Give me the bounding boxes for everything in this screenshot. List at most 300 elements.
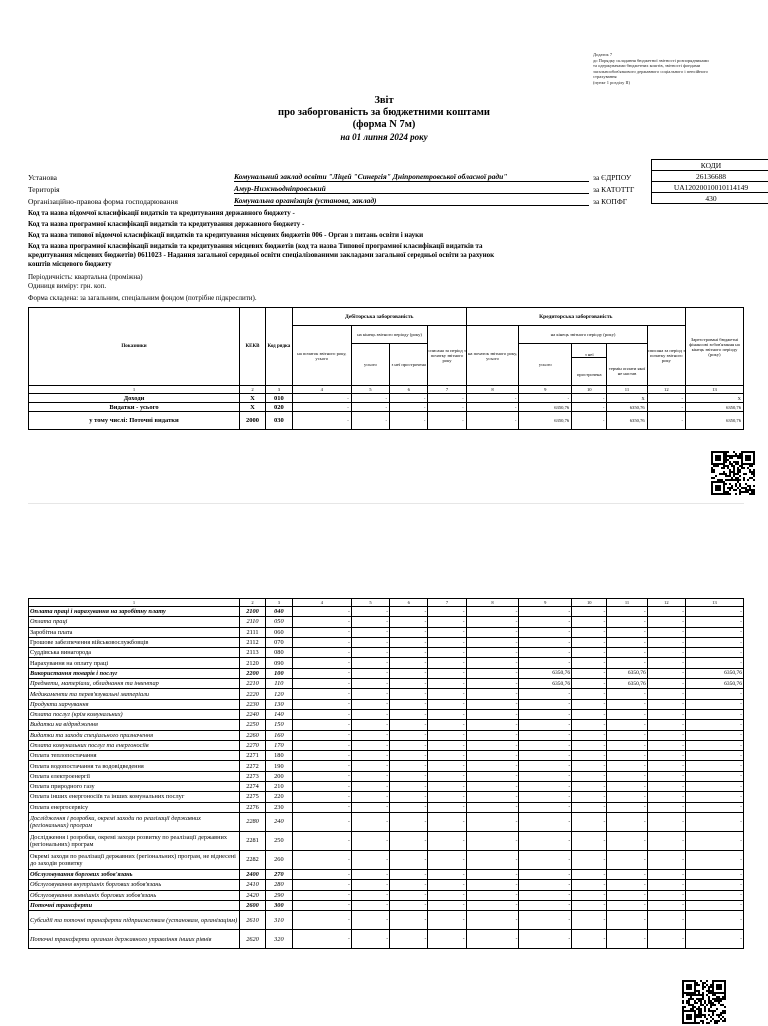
row-value: - xyxy=(466,880,519,890)
unit-of-measure: Одиниця виміру: грн. коп. xyxy=(28,282,106,290)
row-name: Оплата інших енергоносіїв та інших комунальних послуг xyxy=(29,792,240,802)
row-kekv: X xyxy=(240,403,266,412)
row-code: 240 xyxy=(265,812,292,831)
row-value: - xyxy=(351,720,389,730)
row-name: Окремі заходи по реалізації державних (регіональних) програм, не віднесені до заходів розвитку xyxy=(29,850,240,869)
row-code: 200 xyxy=(265,771,292,781)
column-number: 10 xyxy=(572,599,607,607)
row-value: - xyxy=(685,699,743,709)
table-row xyxy=(29,850,744,869)
row-value: - xyxy=(572,617,607,627)
prog-class-state: Код та назва програмної класифікації видатків та кредитування державного бюджету - xyxy=(28,220,304,228)
column-number: 12 xyxy=(647,386,685,394)
column-number: 7 xyxy=(428,386,466,394)
row-value: - xyxy=(390,850,428,869)
row-name: Нарахування на оплату праці xyxy=(29,658,240,668)
table-row xyxy=(29,412,744,430)
row-value: - xyxy=(390,869,428,879)
header-credit-overdue-label: прострочена xyxy=(572,358,606,377)
row-name: Обслуговування внутрішніх боргових зобов'язань xyxy=(29,880,240,890)
table-row xyxy=(29,751,744,761)
row-value: - xyxy=(519,709,572,719)
row-kekv: 2281 xyxy=(240,831,266,850)
row-value: - xyxy=(572,607,607,617)
row-value: - xyxy=(428,412,466,430)
row-value: - xyxy=(466,911,519,930)
row-value: - xyxy=(466,900,519,910)
row-value: - xyxy=(466,751,519,761)
row-value: - xyxy=(572,911,607,930)
row-value: - xyxy=(647,880,685,890)
row-value: 6350,76 xyxy=(685,679,743,689)
row-code: 120 xyxy=(265,689,292,699)
row-value: - xyxy=(351,617,389,627)
row-value: - xyxy=(647,850,685,869)
table-row xyxy=(29,900,744,910)
row-code: 030 xyxy=(265,412,292,430)
row-kekv: 2420 xyxy=(240,890,266,900)
row-kekv: 2210 xyxy=(240,679,266,689)
row-value: - xyxy=(519,699,572,709)
row-value: - xyxy=(292,880,351,890)
row-value: - xyxy=(607,709,647,719)
row-value: - xyxy=(292,607,351,617)
row-value: - xyxy=(572,699,607,709)
row-value: - xyxy=(390,900,428,910)
row-value: 6350,76 xyxy=(685,403,743,412)
row-value: - xyxy=(519,627,572,637)
row-name: Оплата праці xyxy=(29,617,240,627)
row-value: - xyxy=(390,730,428,740)
row-value: - xyxy=(519,812,572,831)
row-value: - xyxy=(519,869,572,879)
row-name: Оплата праці і нарахування на заробітну плату xyxy=(29,607,240,617)
prog-class-local-c: коштів місцевого бюджету xyxy=(28,260,112,268)
row-value: - xyxy=(292,709,351,719)
row-value: - xyxy=(466,771,519,781)
row-value: - xyxy=(685,658,743,668)
table-row xyxy=(29,668,744,678)
row-value: - xyxy=(572,709,607,719)
row-value: - xyxy=(647,792,685,802)
row-value: - xyxy=(685,792,743,802)
row-name: Грошове забезпечення військовослужбовців xyxy=(29,637,240,647)
periodicity: Періодичність: квартальна (проміжна) xyxy=(28,273,143,281)
row-value: - xyxy=(647,699,685,709)
row-value: - xyxy=(572,782,607,792)
row-value: - xyxy=(685,617,743,627)
row-value: - xyxy=(428,637,466,647)
row-value: - xyxy=(351,869,389,879)
row-value: - xyxy=(685,761,743,771)
row-value: - xyxy=(351,627,389,637)
row-code: 190 xyxy=(265,761,292,771)
column-number: 9 xyxy=(519,386,572,394)
row-value: - xyxy=(519,792,572,802)
row-value: - xyxy=(292,812,351,831)
row-value: - xyxy=(519,771,572,781)
row-value: - xyxy=(428,880,466,890)
row-value: - xyxy=(351,792,389,802)
report-form-number: (форма N 7м) xyxy=(0,119,768,130)
row-value: - xyxy=(466,394,519,403)
row-value: - xyxy=(351,761,389,771)
row-value: - xyxy=(607,617,647,627)
row-value: - xyxy=(647,782,685,792)
row-value: - xyxy=(428,930,466,949)
row-value: - xyxy=(466,869,519,879)
table-row xyxy=(29,802,744,812)
row-value: - xyxy=(572,403,607,412)
row-value: - xyxy=(390,831,428,850)
row-kekv: X xyxy=(240,394,266,403)
row-kekv: 2112 xyxy=(240,637,266,647)
row-value: - xyxy=(519,930,572,949)
row-value: - xyxy=(607,900,647,910)
row-value: - xyxy=(607,720,647,730)
row-value: - xyxy=(351,812,389,831)
row-value: - xyxy=(647,771,685,781)
note-line: Додаток 7 xyxy=(593,52,758,58)
label-kopfg: за КОПФГ xyxy=(593,197,627,206)
row-kekv: 2110 xyxy=(240,617,266,627)
dept-class-local: Код та назва типової відомчої класифікації видатків та кредитування місцевих бюджетів 006 - Орган з питань освіти і науки xyxy=(28,231,423,239)
table-row xyxy=(29,831,744,850)
row-name: Суддівська винагорода xyxy=(29,648,240,658)
row-value: - xyxy=(685,771,743,781)
row-value: - xyxy=(351,900,389,910)
row-value: - xyxy=(647,900,685,910)
row-value: - xyxy=(390,782,428,792)
row-value: - xyxy=(428,394,466,403)
row-value: - xyxy=(572,930,607,949)
row-value: - xyxy=(607,751,647,761)
row-code: 160 xyxy=(265,730,292,740)
column-number: 4 xyxy=(292,599,351,607)
row-value: - xyxy=(428,782,466,792)
row-kekv: 2240 xyxy=(240,709,266,719)
row-name: Оплата природного газу xyxy=(29,782,240,792)
row-value: - xyxy=(607,831,647,850)
note-line: страхування xyxy=(593,74,758,80)
row-value: - xyxy=(572,394,607,403)
label-edrpou: за ЄДРПОУ xyxy=(593,173,631,182)
row-value: - xyxy=(572,761,607,771)
value-forma: Комунальна організація (установа, заклад) xyxy=(234,196,589,206)
row-value: - xyxy=(572,831,607,850)
row-kekv: 2600 xyxy=(240,900,266,910)
row-code: 270 xyxy=(265,869,292,879)
header-credit: Кредиторська заборгованість xyxy=(466,308,685,326)
header-debit-total: усього xyxy=(351,344,389,386)
row-value: - xyxy=(292,720,351,730)
row-value: - xyxy=(292,403,351,412)
row-value: - xyxy=(466,761,519,771)
row-code: 070 xyxy=(265,637,292,647)
row-code: 100 xyxy=(265,668,292,678)
row-value: - xyxy=(390,880,428,890)
fund-type: Форма складена: за загальним, спеціальним фондом (потрібне підкреслити). xyxy=(28,294,257,302)
row-name: Оплата енергосервісу xyxy=(29,802,240,812)
header-debit-overdue: з неї прострочена xyxy=(390,344,428,386)
column-number: 4 xyxy=(292,386,351,394)
row-name: Дослідження і розробки, окремі заходи по реалізації державних (регіональних) програм xyxy=(29,812,240,831)
header-debit-end: на кінець звітного періоду (року) xyxy=(351,326,428,344)
row-value: - xyxy=(292,782,351,792)
header-credit-overdue xyxy=(572,344,607,386)
column-number: 10 xyxy=(572,386,607,394)
row-value: - xyxy=(390,637,428,647)
row-value: - xyxy=(607,812,647,831)
row-value: - xyxy=(647,720,685,730)
row-value: - xyxy=(428,751,466,761)
row-value: - xyxy=(292,699,351,709)
row-value: - xyxy=(519,911,572,930)
row-value: - xyxy=(390,771,428,781)
row-value: - xyxy=(428,730,466,740)
appendix-note xyxy=(593,52,758,86)
row-value: - xyxy=(390,648,428,658)
row-kekv: 2410 xyxy=(240,880,266,890)
row-code: 180 xyxy=(265,751,292,761)
row-value: - xyxy=(466,699,519,709)
row-value: - xyxy=(292,730,351,740)
table-row xyxy=(29,648,744,658)
qr-code-icon xyxy=(711,451,755,495)
row-value: - xyxy=(292,900,351,910)
row-value: - xyxy=(390,679,428,689)
row-value: - xyxy=(519,740,572,750)
row-value: - xyxy=(466,812,519,831)
row-value: - xyxy=(466,679,519,689)
column-number: 3 xyxy=(265,386,292,394)
table-row xyxy=(29,812,744,831)
column-number: 5 xyxy=(351,386,389,394)
codes-header: КОДИ xyxy=(652,160,768,171)
row-value: - xyxy=(607,890,647,900)
row-value: - xyxy=(390,699,428,709)
row-value: - xyxy=(685,890,743,900)
row-value: - xyxy=(351,403,389,412)
row-value: - xyxy=(607,740,647,750)
label-katottg: за КАТОТТГ xyxy=(593,185,634,194)
row-value: - xyxy=(685,880,743,890)
row-value: - xyxy=(390,802,428,812)
row-value: - xyxy=(351,751,389,761)
row-value: - xyxy=(572,679,607,689)
row-kekv: 2250 xyxy=(240,720,266,730)
row-value: - xyxy=(466,709,519,719)
row-code: 130 xyxy=(265,699,292,709)
column-number: 3 xyxy=(265,599,292,607)
row-value: 6350,76 xyxy=(685,668,743,678)
row-value: - xyxy=(607,607,647,617)
row-value: - xyxy=(647,869,685,879)
row-value: - xyxy=(351,658,389,668)
row-value: X xyxy=(607,394,647,403)
row-value: - xyxy=(685,607,743,617)
row-code: 110 xyxy=(265,679,292,689)
row-value: - xyxy=(292,792,351,802)
row-code: 150 xyxy=(265,720,292,730)
row-value: - xyxy=(647,730,685,740)
row-value: - xyxy=(519,880,572,890)
row-value: - xyxy=(647,394,685,403)
row-value: - xyxy=(685,782,743,792)
row-value: 6350,76 xyxy=(685,412,743,430)
table-row xyxy=(29,617,744,627)
row-name: Субсидії та поточні трансферти підприємствам (установам, організаціям) xyxy=(29,911,240,930)
row-value: - xyxy=(519,617,572,627)
row-name: Доходи xyxy=(29,394,240,403)
prog-class-local-b: кредитування місцевих бюджетів) 0611023 - Надання загальної середньої освіти спеціалізованими закладами загальної середньої освіти за рахунок xyxy=(28,251,494,259)
label-terytoriia: Територія xyxy=(28,185,60,194)
row-value: 6350,76 xyxy=(607,412,647,430)
row-value: - xyxy=(572,412,607,430)
row-kekv: 2200 xyxy=(240,668,266,678)
row-value: - xyxy=(292,658,351,668)
row-name: Обслуговування зовнішніх боргових зобов'язань xyxy=(29,890,240,900)
dept-class-state: Код та назва відомчої класифікації видатків та кредитування державного бюджету - xyxy=(28,209,295,217)
row-kekv: 2276 xyxy=(240,802,266,812)
table-row xyxy=(29,782,744,792)
row-name: Оплата електроенергії xyxy=(29,771,240,781)
row-value: - xyxy=(647,637,685,647)
row-value: - xyxy=(685,751,743,761)
row-kekv: 2113 xyxy=(240,648,266,658)
table-row xyxy=(29,689,744,699)
row-value: - xyxy=(351,930,389,949)
row-value: - xyxy=(428,831,466,850)
table-row xyxy=(29,930,744,949)
row-name: Медикаменти та перев'язувальні матеріали xyxy=(29,689,240,699)
row-value: - xyxy=(572,751,607,761)
row-value: - xyxy=(390,658,428,668)
row-value: - xyxy=(428,403,466,412)
column-numbers-row xyxy=(29,386,744,394)
row-name: Поточні трансферти xyxy=(29,900,240,910)
table-row xyxy=(29,658,744,668)
header-debit-written-off: списана за період з початку звітного року xyxy=(428,326,466,386)
row-value: - xyxy=(519,658,572,668)
code-edrpou: 26136688 xyxy=(652,171,768,182)
row-code: 060 xyxy=(265,627,292,637)
row-value: - xyxy=(572,668,607,678)
row-value: - xyxy=(519,394,572,403)
header-debit: Дебіторська заборгованість xyxy=(292,308,466,326)
row-value: 6350,76 xyxy=(519,412,572,430)
row-value: - xyxy=(647,890,685,900)
row-code: 290 xyxy=(265,890,292,900)
row-value: - xyxy=(685,850,743,869)
row-value: - xyxy=(572,812,607,831)
row-value: - xyxy=(428,648,466,658)
row-kekv: 2275 xyxy=(240,792,266,802)
row-value: - xyxy=(428,900,466,910)
row-kekv: 2272 xyxy=(240,761,266,771)
table-row xyxy=(29,637,744,647)
row-kekv: 2000 xyxy=(240,412,266,430)
row-value: - xyxy=(647,751,685,761)
row-name: Оплата теплопостачання xyxy=(29,751,240,761)
row-value: - xyxy=(466,782,519,792)
row-value: - xyxy=(466,792,519,802)
row-value: - xyxy=(428,709,466,719)
row-kekv: 2220 xyxy=(240,689,266,699)
row-value: - xyxy=(466,720,519,730)
row-value: - xyxy=(390,911,428,930)
row-name: Поточні трансферти органам державного управління інших рівнів xyxy=(29,930,240,949)
row-value: - xyxy=(466,730,519,740)
row-name: Оплата послуг (крім комунальних) xyxy=(29,709,240,719)
row-value: - xyxy=(519,831,572,850)
row-value: - xyxy=(647,679,685,689)
row-kekv: 2273 xyxy=(240,771,266,781)
header-kekv: КЕКВ xyxy=(240,308,266,386)
row-value: - xyxy=(685,689,743,699)
row-kekv: 2610 xyxy=(240,911,266,930)
code-kopfg: 430 xyxy=(652,193,768,204)
row-value: - xyxy=(428,812,466,831)
row-value: - xyxy=(390,751,428,761)
row-value: - xyxy=(390,761,428,771)
column-number: 2 xyxy=(240,386,266,394)
row-value: - xyxy=(351,730,389,740)
table-row xyxy=(29,869,744,879)
row-value: 6350,76 xyxy=(519,668,572,678)
row-value: - xyxy=(351,802,389,812)
row-kekv: 2230 xyxy=(240,699,266,709)
row-value: - xyxy=(519,751,572,761)
row-value: - xyxy=(519,900,572,910)
row-value: - xyxy=(685,831,743,850)
row-kekv: 2282 xyxy=(240,850,266,869)
column-number: 12 xyxy=(647,599,685,607)
row-value: - xyxy=(351,699,389,709)
row-value: - xyxy=(685,709,743,719)
row-value: - xyxy=(647,709,685,719)
row-value: - xyxy=(647,689,685,699)
prog-class-local-a: Код та назва програмної класифікації видатків та кредитування місцевих бюджетів (код та назва Типової програмної класифікації видатків та xyxy=(28,242,483,250)
row-value: - xyxy=(351,679,389,689)
table-row xyxy=(29,679,744,689)
row-value: - xyxy=(607,730,647,740)
row-value: - xyxy=(572,880,607,890)
row-name: Заробітна плата xyxy=(29,627,240,637)
row-value: - xyxy=(351,709,389,719)
row-value: - xyxy=(647,831,685,850)
note-line: (пункт 1 розділу II) xyxy=(593,80,758,86)
row-value: - xyxy=(390,792,428,802)
table-row xyxy=(29,880,744,890)
column-number: 1 xyxy=(29,386,240,394)
header-credit-end: на кінець звітного періоду (року) xyxy=(519,326,647,344)
row-value: - xyxy=(466,689,519,699)
row-kekv: 2111 xyxy=(240,627,266,637)
row-value: - xyxy=(428,771,466,781)
row-value: - xyxy=(572,771,607,781)
table-row xyxy=(29,403,744,412)
row-name: Обслуговування боргових зобов'язань xyxy=(29,869,240,879)
row-value: - xyxy=(519,802,572,812)
row-value: - xyxy=(428,607,466,617)
row-value: - xyxy=(519,782,572,792)
row-value: - xyxy=(292,771,351,781)
row-value: - xyxy=(685,869,743,879)
row-value: 6350,76 xyxy=(607,403,647,412)
summary-table-body xyxy=(29,394,744,430)
row-value: - xyxy=(390,394,428,403)
